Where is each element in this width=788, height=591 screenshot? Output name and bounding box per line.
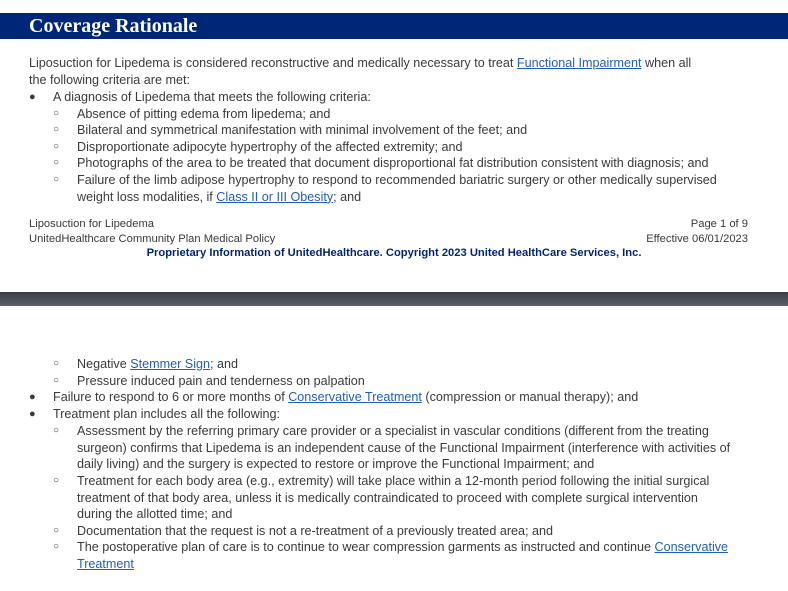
criteria-bullet-end: (compression or manual therapy); and <box>421 390 639 404</box>
plan-item <box>77 423 767 473</box>
sub-bullet-icon: ○ <box>53 157 60 168</box>
section-banner <box>0 13 788 39</box>
criteria-item: Pressure induced pain and tenderness on palpation <box>77 374 365 388</box>
obesity-link[interactable]: Class II or III Obesity <box>216 189 334 204</box>
sub-bullet-icon: ○ <box>53 425 60 436</box>
criteria-item: Bilateral and symmetrical manifestation with minimal involvement of the feet; and <box>77 123 528 137</box>
sub-bullet-icon: ○ <box>53 358 60 369</box>
bullet-icon: ● <box>29 91 36 103</box>
criteria-bullet: A diagnosis of Lipedema that meets the following criteria: <box>53 90 371 104</box>
bullet-icon: ● <box>29 391 36 403</box>
sub-bullet-icon: ○ <box>53 141 60 152</box>
sub-bullet-icon: ○ <box>53 475 60 486</box>
bullet-icon: ● <box>29 408 36 420</box>
intro-text-line2: the following criteria are met: <box>29 72 190 87</box>
sub-bullet-icon: ○ <box>53 541 60 552</box>
criteria-item: Disproportionate adipocyte hypertrophy of the affected extremity; and <box>77 140 463 154</box>
criteria-item <box>77 356 238 373</box>
plan-item-line: Assessment by the referring primary care provider or a specialist in vascular conditions (different from the treating <box>77 424 709 438</box>
plan-item-text: The postoperative plan of care is to continue to wear compression garments as instructed and continue <box>77 540 655 554</box>
sub-bullet-icon: ○ <box>53 375 60 386</box>
footer-right <box>646 217 748 247</box>
criteria-item: Photographs of the area to be treated that document disproportional fat distribution consistent with diagnosis; and <box>77 156 709 170</box>
criteria-item-line2: weight loss modalities, if <box>77 189 217 204</box>
footer-policy-title: Liposuction for Lipedema <box>29 218 155 230</box>
criteria-bullet <box>53 389 638 406</box>
sub-bullet-icon: ○ <box>53 108 60 119</box>
criteria-item: Absence of pitting edema from lipedema; and <box>77 107 331 121</box>
document-page-1 <box>0 0 788 292</box>
footer-policy-type: UnitedHealthcare Community Plan Medical Policy <box>29 233 276 246</box>
section-title: Coverage Rationale <box>29 15 198 37</box>
plan-item-line: daily living) and the surgery is expected to restore or improve the Functional Impairment; and <box>77 457 595 472</box>
criteria-item-end: ; and <box>210 357 239 371</box>
functional-impairment-link[interactable]: Functional Impairment <box>516 56 642 70</box>
criteria-bullet: Treatment plan includes all the following: <box>53 407 281 421</box>
sub-bullet-icon: ○ <box>53 124 60 135</box>
page-number: Page 1 of 9 <box>690 218 748 230</box>
copyright-notice: Proprietary Information of UnitedHealthcare. Copyright 2023 United HealthCare Services, Inc. <box>146 247 642 259</box>
criteria-bullet-text: Failure to respond to 6 or more months of <box>53 390 289 404</box>
plan-item <box>77 473 767 523</box>
plan-item: Documentation that the request is not a re-treatment of a previously treated area; and <box>77 524 554 538</box>
plan-item <box>77 539 767 572</box>
intro-paragraph <box>29 55 749 88</box>
intro-text-end: when all <box>641 56 692 70</box>
criteria-item-line1: Failure of the limb adipose hypertrophy to respond to recommended bariatric surgery or other medically supervised <box>77 173 717 187</box>
conservative-treatment-link[interactable]: Conservative Treatment <box>288 390 422 404</box>
criteria-item-end: ; and <box>333 189 362 204</box>
treatment-link[interactable]: Treatment <box>77 556 134 571</box>
plan-item-line: surgeon) confirms that Lipedema is an independent cause of the Functional Impairment (interference with activities of <box>77 440 731 455</box>
plan-item-line: treatment of that body area, unless it is medically contraindicated to proceed with complete surgical intervention <box>77 490 698 505</box>
footer-left <box>29 217 275 247</box>
intro-text: Liposuction for Lipedema is considered reconstructive and medically necessary to treat <box>29 56 517 70</box>
criteria-item <box>77 172 767 205</box>
document-page-2 <box>0 306 788 591</box>
plan-item-line: during the allotted time; and <box>77 507 233 522</box>
plan-item-line: Treatment for each body area (e.g., extremity) will take place within a 12-month period following the initial surgical <box>77 474 710 488</box>
conservative-link[interactable]: Conservative <box>654 540 729 554</box>
effective-date: Effective 06/01/2023 <box>646 233 748 246</box>
criteria-item-text: Negative <box>77 357 131 371</box>
page-separator <box>0 292 788 306</box>
sub-bullet-icon: ○ <box>53 174 60 185</box>
sub-bullet-icon: ○ <box>53 525 60 536</box>
stemmer-sign-link[interactable]: Stemmer Sign <box>130 357 211 371</box>
